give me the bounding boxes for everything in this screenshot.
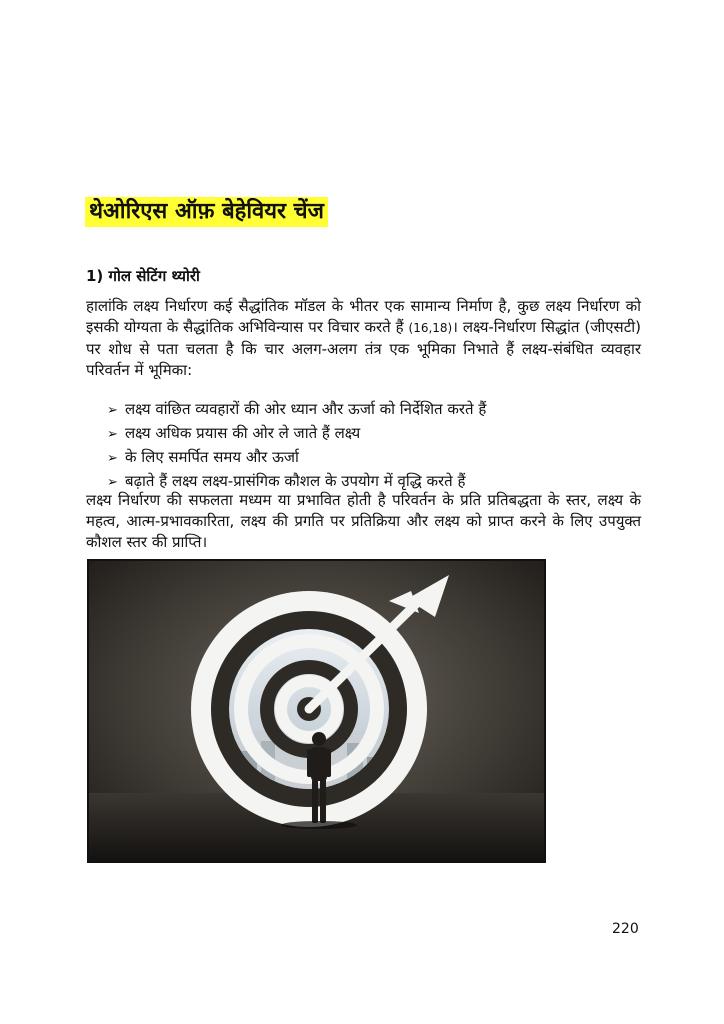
- paragraph-intro: [86, 296, 641, 381]
- bullet-list: [107, 398, 486, 494]
- page-number: 220: [612, 921, 639, 937]
- paragraph-success: लक्ष्य निर्धारण की सफलता मध्यम या प्रभावित होती है परिवर्तन के प्रति प्रतिबद्धता के स्तर, लक्ष्य के महत्व, आत्म-प्रभावकारिता, लक्ष्य की प्रगति पर प्रतिक्रिया और लक्ष्य को प्राप्त करने के लिए उपयुक्त कौशल स्तर की प्राप्ति।: [86, 491, 641, 551]
- target-illustration-image: [89, 561, 544, 861]
- paragraph-intro-continuation: । लक्ष्य-निर्धारण सिद्धांत (जीएसटी) पर शोध से पता चलता है कि चार अलग-अलग तंत्र एक भूमिका निभाते हैं लक्ष्य-संबंधित व्यवहार परिवर्तन में भूमिका:: [86, 318, 641, 379]
- arrowhead-bullet-icon: ➢: [107, 475, 118, 490]
- list-item: ➢ लक्ष्य अधिक प्रयास की ओर ले जाते हैं लक्ष्य: [107, 422, 486, 446]
- list-item: ➢ लक्ष्य वांछित व्यवहारों की ओर ध्यान और ऊर्जा को निर्देशित करते हैं: [107, 398, 486, 422]
- paragraph-intro-text: हालांकि लक्ष्य निर्धारण कई सैद्धांतिक मॉडल के भीतर एक सामान्य निर्माण है, कुछ लक्ष्य निर्धारण को इसकी योग्यता के सैद्धांतिक अभिविन्यास पर विचार करते हैं: [86, 297, 641, 336]
- arrowhead-bullet-icon: ➢: [107, 403, 118, 418]
- target-illustration: [87, 559, 546, 863]
- subheading: 1) गोल सेटिंग थ्योरी: [86, 267, 200, 285]
- list-item: ➢ बढ़ाते हैं लक्ष्य लक्ष्य-प्रासंगिक कौशल के उपयोग में वृद्धि करते हैं: [107, 470, 486, 494]
- section-title: थेओरिएस ऑफ़ बेहेवियर चेंज: [85, 197, 328, 227]
- arrowhead-bullet-icon: ➢: [107, 427, 118, 442]
- list-item: ➢ के लिए समर्पित समय और ऊर्जा: [107, 446, 486, 470]
- citation: (16,18): [408, 321, 453, 335]
- arrowhead-bullet-icon: ➢: [107, 451, 118, 466]
